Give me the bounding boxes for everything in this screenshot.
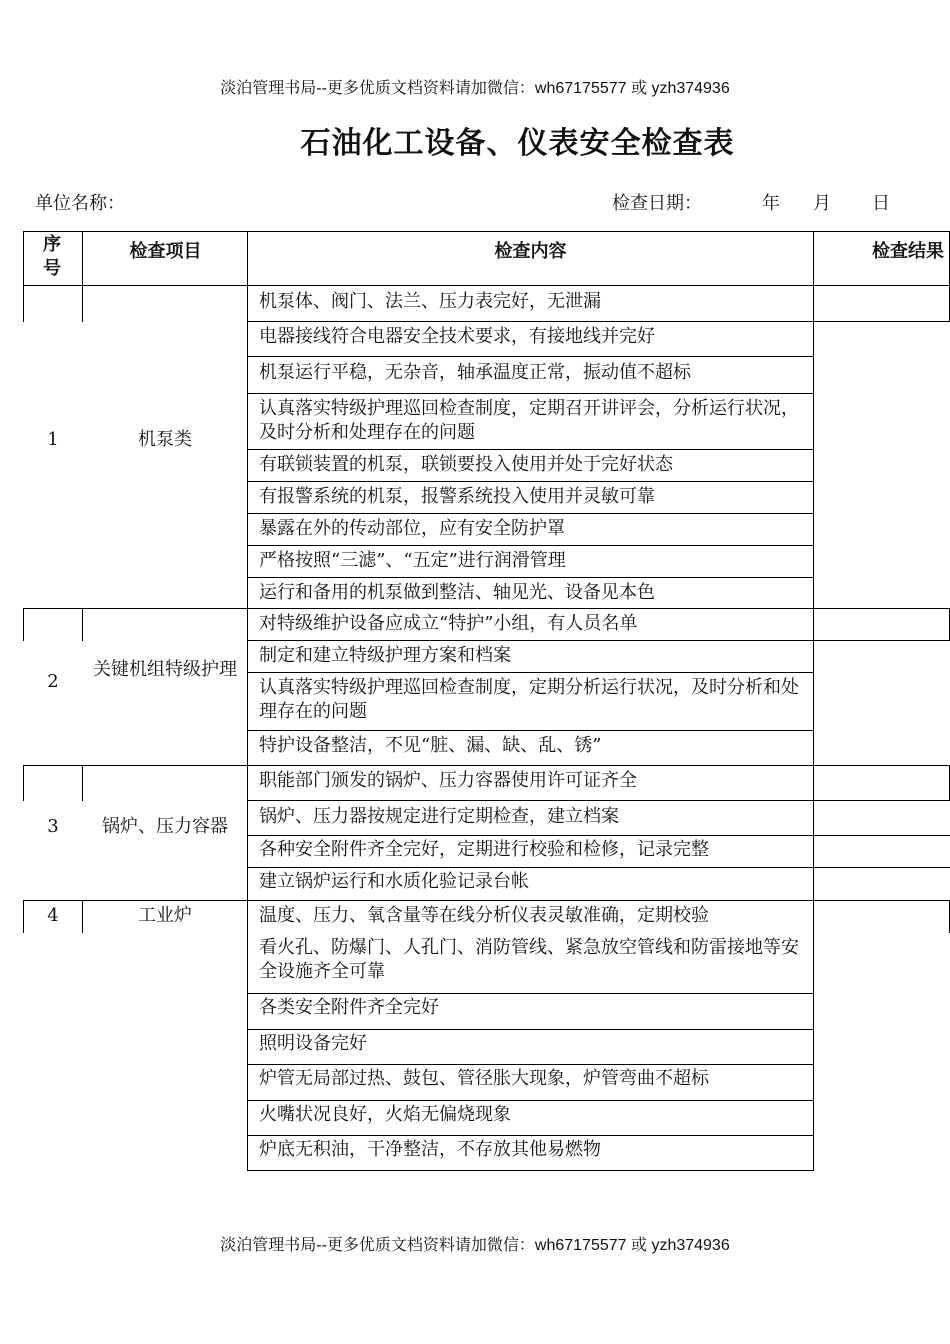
check-content: 锅炉、压力器按规定进行定期检查，建立档案 xyxy=(259,806,619,827)
check-content: 认真落实特级护理巡回检查制度，定期分析运行状况，及时分析和处理存在的问题 xyxy=(259,677,799,722)
row-divider xyxy=(247,800,950,801)
row-divider xyxy=(247,1100,814,1101)
page-title: 石油化工设备、仪表安全检查表 xyxy=(300,126,735,161)
check-content: 有报警系统的机泵，报警系统投入使用并灵敏可靠 xyxy=(259,486,655,507)
table-border xyxy=(247,231,248,1171)
check-content: 机泵体、阀门、法兰、压力表完好，无泄漏 xyxy=(259,291,601,312)
row-divider xyxy=(247,356,814,357)
group-item: 关键机组特级护理 xyxy=(93,659,237,680)
group-no: 2 xyxy=(47,671,59,692)
check-content: 有联锁装置的机泵，联锁要投入使用并处于完好状态 xyxy=(259,454,673,475)
row-divider xyxy=(247,640,950,641)
table-border xyxy=(23,765,24,801)
date-year-label: 年 xyxy=(762,193,780,214)
check-content: 各种安全附件齐全完好，定期进行校验和检修，记录完整 xyxy=(259,839,709,860)
row-divider xyxy=(247,1135,814,1136)
check-content: 暴露在外的传动部位，应有安全防护罩 xyxy=(259,518,565,539)
table-border xyxy=(82,608,83,641)
check-content: 炉底无积油，干净整洁，不存放其他易燃物 xyxy=(259,1139,601,1160)
check-content: 严格按照“三滤”、“五定”进行润滑管理 xyxy=(259,550,566,571)
group-item: 锅炉、压力容器 xyxy=(102,816,228,837)
row-divider xyxy=(247,481,814,482)
row-divider xyxy=(247,835,950,836)
header-content: 检查内容 xyxy=(494,241,567,262)
row-divider xyxy=(247,1064,814,1065)
check-date-label: 检查日期： xyxy=(612,193,702,214)
group-no: 1 xyxy=(47,429,59,450)
row-divider xyxy=(247,867,950,868)
check-content: 照明设备完好 xyxy=(259,1033,367,1054)
row-divider xyxy=(247,321,950,322)
check-content: 建立锅炉运行和水质化验记录台帐 xyxy=(259,871,529,892)
check-content: 火嘴状况良好，火焰无偏烧现象 xyxy=(259,1104,511,1125)
check-content: 炉管无局部过热、鼓包、管径胀大现象，炉管弯曲不超标 xyxy=(259,1068,709,1089)
table-border xyxy=(23,608,24,641)
footer-note: 淡泊管理书局--更多优质文档资料请加微信：wh67175577 或 yzh374936 xyxy=(220,1237,730,1254)
group-no: 4 xyxy=(47,905,59,926)
check-content: 电器接线符合电器安全技术要求，有接地线并完好 xyxy=(259,326,655,347)
table-border xyxy=(23,231,24,322)
table-border xyxy=(23,285,950,286)
row-divider xyxy=(247,513,814,514)
row-divider xyxy=(247,449,814,450)
unit-name-label: 单位名称： xyxy=(35,193,125,214)
header-note: 淡泊管理书局--更多优质文档资料请加微信：wh67175577 或 yzh374936 xyxy=(220,80,730,97)
group-item: 机泵类 xyxy=(138,429,192,450)
row-divider xyxy=(247,393,814,394)
table-border xyxy=(82,231,83,322)
header-item: 检查项目 xyxy=(129,241,202,262)
check-content: 各类安全附件齐全完好 xyxy=(259,997,439,1018)
group-divider xyxy=(23,608,950,609)
group-divider xyxy=(23,765,950,766)
header-no: 序号 xyxy=(43,234,61,279)
check-content: 温度、压力、氧含量等在线分析仪表灵敏准确，定期校验 xyxy=(259,905,709,926)
check-content: 认真落实特级护理巡回检查制度，定期召开讲评会，分析运行状况，及时分析和处理存在的问题 xyxy=(259,398,799,443)
check-content: 运行和备用的机泵做到整洁、轴见光、设备见本色 xyxy=(259,582,655,603)
table-border xyxy=(23,231,950,232)
header-result: 检查结果 xyxy=(872,241,944,262)
check-content: 机泵运行平稳，无杂音，轴承温度正常，振动值不超标 xyxy=(259,362,691,383)
row-divider xyxy=(247,577,814,578)
check-content: 对特级维护设备应成立“特护”小组，有人员名单 xyxy=(259,613,638,634)
check-content: 特护设备整洁，不见“脏、漏、缺、乱、锈” xyxy=(259,735,602,756)
row-divider xyxy=(247,730,814,731)
row-divider xyxy=(247,993,814,994)
check-content: 职能部门颁发的锅炉、压力容器使用许可证齐全 xyxy=(259,770,637,791)
row-divider xyxy=(247,672,814,673)
table-border xyxy=(813,231,814,1171)
group-item: 工业炉 xyxy=(138,905,192,926)
check-content: 制定和建立特级护理方案和档案 xyxy=(259,645,511,666)
date-day-label: 日 xyxy=(872,193,890,214)
row-divider xyxy=(247,545,814,546)
group-no: 3 xyxy=(47,816,59,837)
table-border xyxy=(247,1170,814,1171)
table-border xyxy=(82,765,83,801)
check-content: 看火孔、防爆门、人孔门、消防管线、紧急放空管线和防雷接地等安全设施齐全可靠 xyxy=(259,937,799,982)
group-divider xyxy=(23,900,950,901)
row-divider xyxy=(247,1029,814,1030)
date-month-label: 月 xyxy=(813,193,831,214)
